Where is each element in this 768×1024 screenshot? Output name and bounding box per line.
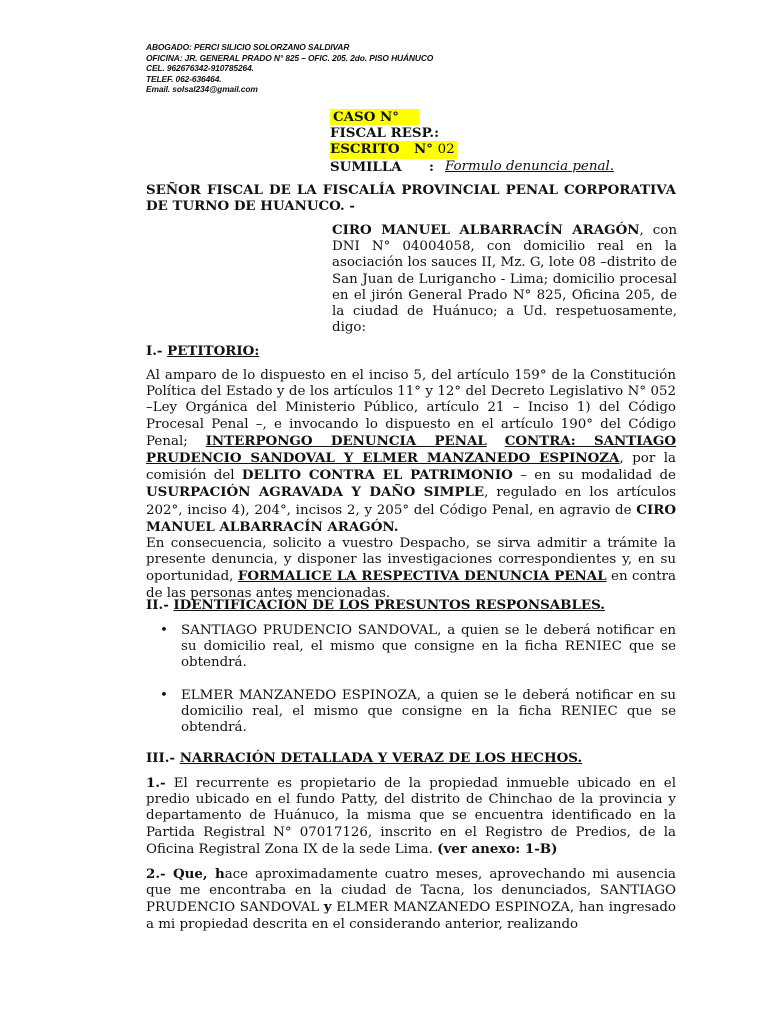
annex-reference: (ver anexo: 1-B) xyxy=(437,840,558,857)
email: Email. solsal234@gmail.com xyxy=(146,84,258,95)
escrito-highlight xyxy=(330,141,457,158)
cell-phone: CEL. 962676342-910785264. xyxy=(146,63,254,74)
office-address: OFICINA: JR. GENERAL PRADO N° 825 – OFIC. 205. 2do. PISO HUÁNUCO xyxy=(146,52,434,63)
sumilla-value: Formulo denuncia penal. xyxy=(445,158,614,174)
intro-paragraph xyxy=(332,222,677,336)
petition-paragraph: Al amparo de lo dispuesto en el inciso 5, del artículo 159° de la Constitución Política del Estado y de los artículos 11° y 12° del Decreto Legislativo N° 052 –Ley Orgánica del Ministerio Público, artículo 21 – Inciso 1) del Código Procesal Penal –, e invocando lo dispuesto en el artículo 190° del Código Penal; INTERPONGO DENUNCIA PENAL CONTRA: SANTIAGO PRUDENCIO SANDOVAL Y ELMER MANZANEDO ESPINOZA, por la comisión del DELITO CONTRA EL PATRIMONIO – en su modalidad de USURPACIÓN AGRAVADA Y DAÑO SIMPLE, regulado en los artículos 202°, inciso 4), 204°, incisos 2, y 205° del Código Penal, en agravio de CIRO MANUEL ALBARRACÍN ARAGÓN. En consecuencia, solicito a vuestro Despacho, se sirva admitir a trámite la presente denuncia, y disponer las investigaciones correspondientes y, en su oportunidad, FORMALICE LA RESPECTIVA DENUNCIA PENAL en contra de las personas antes mencionadas. xyxy=(146,368,677,601)
section-2-heading: II.- IDENTIFICACIÓN DE LOS PRESUNTOS RESPONSABLES. xyxy=(146,597,605,613)
escrito-label: ESCRITO xyxy=(330,141,400,158)
fiscal-label: FISCAL RESP.: xyxy=(330,125,440,142)
list-item: • ELMER MANZANEDO ESPINOZA, a quien se le deberá notificar en su domicilio real, el mismo que consigne en la ficha RENIEC que se obtendrá. xyxy=(181,688,676,737)
intro-text: , con DNI N° 04004058, con domicilio real en la asociación los sauces II, Mz. G, lote 08 –distrito de San Juan de Lurigancho - Lima; domicilio procesal en el jirón General Prado N° 825, Oficina 205, de la ciudad de Huánuco; a Ud. respetuosamente, digo: xyxy=(332,223,677,336)
lawyer-letterhead xyxy=(146,42,546,95)
list-item: • SANTIAGO PRUDENCIO SANDOVAL, a quien se le deberá notificar en su domicilio real, el mismo que consigne en la ficha RENIEC que se obtendrá. xyxy=(181,623,676,672)
lawyer-name: ABOGADO: PERCI SILICIO SOLORZANO SALDIVAR xyxy=(146,42,350,52)
section-3-title: NARRACIÓN DETALLADA Y VERAZ DE LOS HECHOS. xyxy=(179,750,583,766)
sumilla-label: SUMILLA xyxy=(330,158,402,175)
facts-paragraph-1: 1.- El recurrente es propietario de la propiedad inmueble ubicado en el predio ubicado en el fundo Patty, del distrito de Chinchao de la provincia y departamento de Huánuco, la misma que se encuentra identificado en la Partida Registral N° 07017126, inscrito en el Registro de Predios, de la Oficina Registral Zona IX de la sede Lima. (ver anexo: 1-B) xyxy=(146,775,676,857)
complainant-name: CIRO MANUEL ALBARRACÍN ARAGÓN xyxy=(332,222,640,238)
escrito-number: 02 xyxy=(437,142,455,158)
telephone: TELEF. 062-636464. xyxy=(146,73,222,84)
section-3-heading: III.- NARRACIÓN DETALLADA Y VERAZ DE LOS HECHOS. xyxy=(146,750,583,766)
case-number-label: CASO N° xyxy=(330,109,419,125)
section-1-heading: I.- PETITORIO: xyxy=(146,343,260,359)
facts-paragraph-2: 2.- Que, hace aproximadamente cuatro meses, aprovechando mi ausencia que me encontraba en la ciudad de Tacna, los denunciados, SANTIAGO PRUDENCIO SANDOVAL y ELMER MANZANEDO ESPINOZA, han ingresado a mi propiedad descrita en el considerando anterior, realizando xyxy=(146,866,676,932)
section-2-title: IDENTIFICACIÓN DE LOS PRESUNTOS RESPONSABLES. xyxy=(173,597,605,613)
sumilla-separator: : xyxy=(429,158,434,175)
case-block xyxy=(330,109,690,175)
escrito-number-label: N° xyxy=(414,141,433,158)
addressee: SEÑOR FISCAL DE LA FISCALÍA PROVINCIAL PENAL CORPORATIVA DE TURNO DE HUANUCO. - xyxy=(146,182,676,215)
section-1-title: PETITORIO: xyxy=(167,343,260,359)
petition-request: En consecuencia, solicito a vuestro Despacho, se sirva admitir a trámite la presente denuncia, y disponer las investigaciones correspondientes y, en su oportunidad, FORMALICE LA RESPECTIVA DENUNCIA PENAL en contra de las personas antes mencionadas. xyxy=(146,536,676,601)
